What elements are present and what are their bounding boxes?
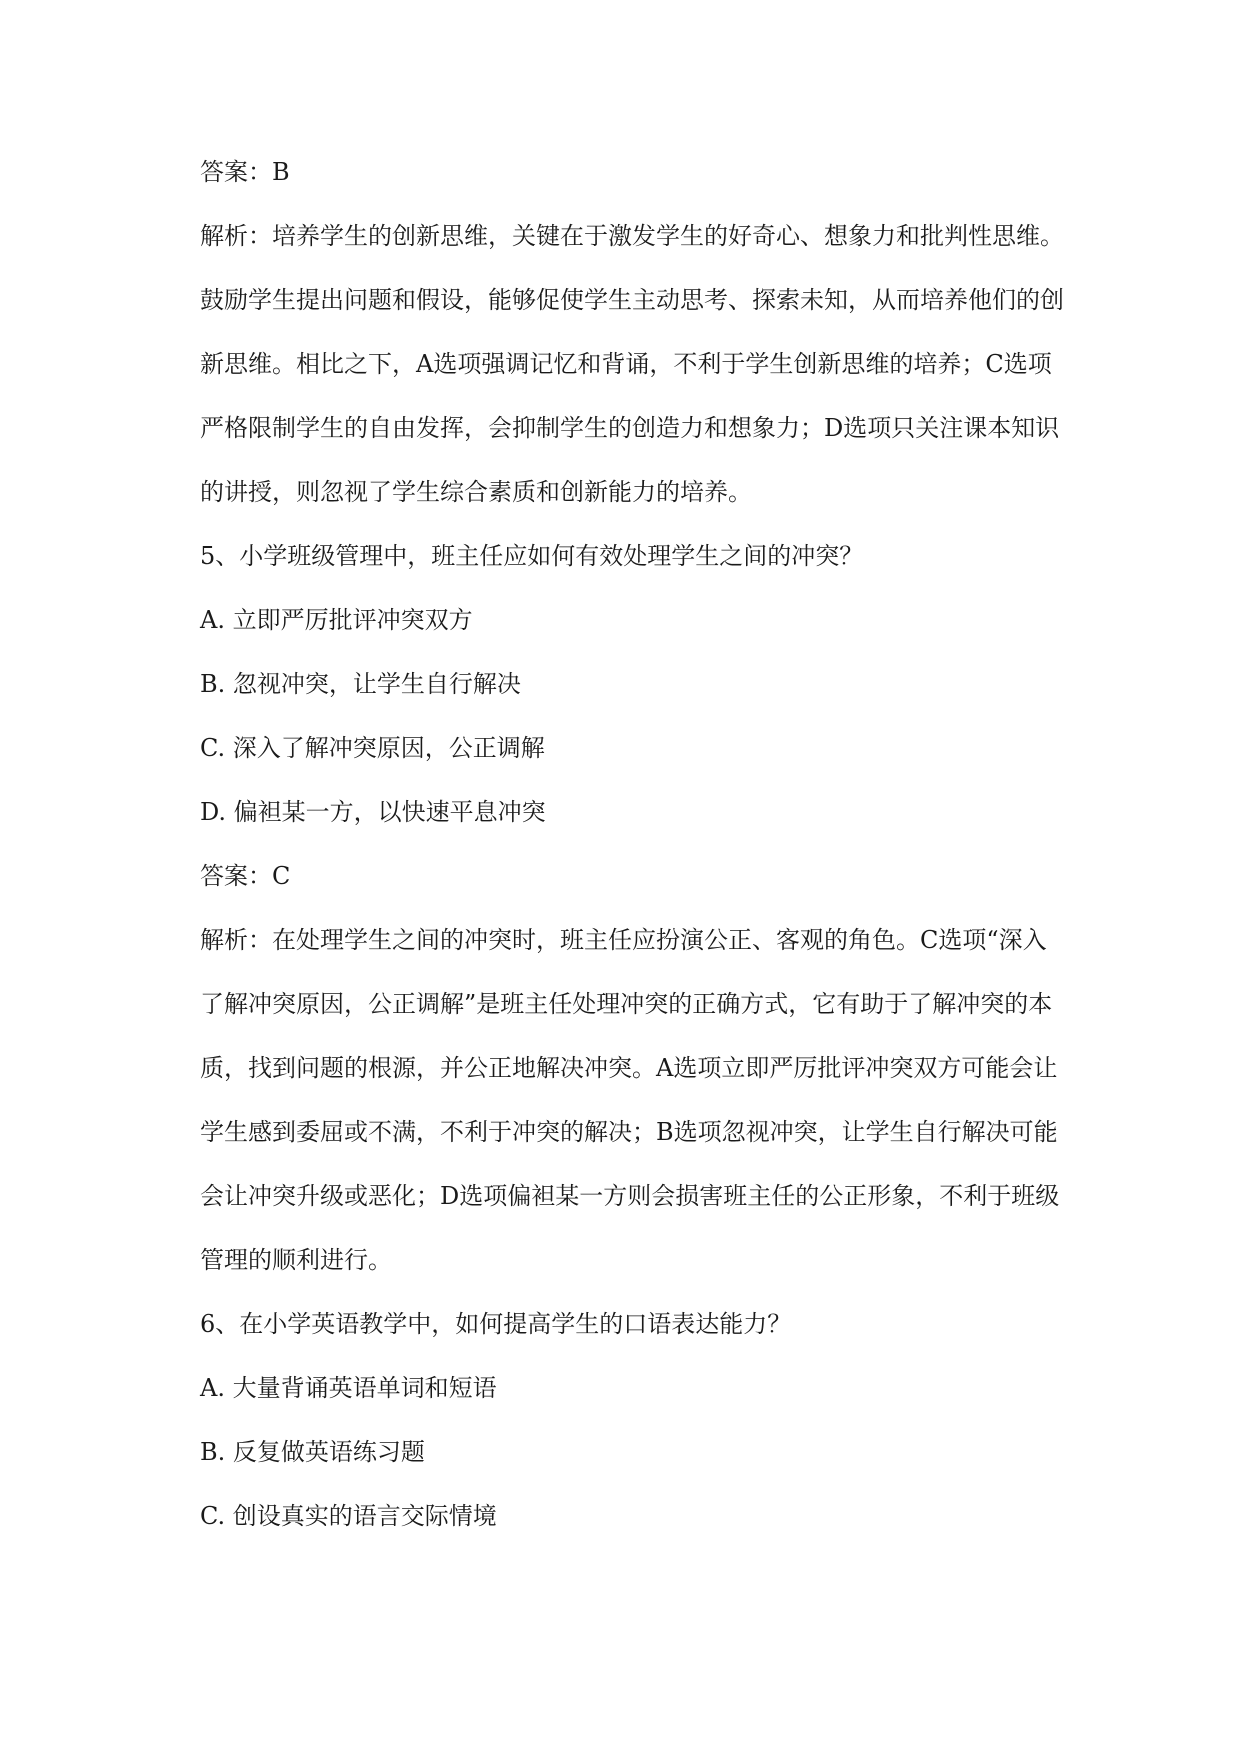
- analysis-line: 解析：培养学生的创新思维，关键在于激发学生的好奇心、想象力和批判性思维。: [200, 222, 1064, 250]
- question-text: 6、在小学英语教学中，如何提高学生的口语表达能力？: [200, 1310, 792, 1338]
- analysis-line: 鼓励学生提出问题和假设，能够促使学生主动思考、探索未知，从而培养他们的创: [200, 286, 1064, 314]
- analysis-line: 会让冲突升级或恶化；D选项偏袒某一方则会损害班主任的公正形象，不利于班级: [200, 1182, 1060, 1210]
- question-5: [200, 524, 1120, 1292]
- option-c: C. 创设真实的语言交际情境: [200, 1502, 497, 1530]
- option-b: B. 反复做英语练习题: [200, 1438, 425, 1466]
- analysis-line: 管理的顺利进行。: [200, 1246, 392, 1274]
- answer-line: 答案：B: [200, 158, 290, 186]
- analysis-line: 严格限制学生的自由发挥，会抑制学生的创造力和想象力；D选项只关注课本知识: [200, 414, 1060, 442]
- analysis-paragraph: [200, 908, 1120, 1292]
- option-c: C. 深入了解冲突原因，公正调解: [200, 734, 545, 762]
- analysis-line: 学生感到委屈或不满，不利于冲突的解决；B选项忽视冲突，让学生自行解决可能: [200, 1118, 1058, 1146]
- question-4-tail: [200, 140, 1120, 524]
- option-a: A. 立即严厉批评冲突双方: [200, 606, 473, 634]
- analysis-line: 新思维。相比之下，A选项强调记忆和背诵，不利于学生创新思维的培养；C选项: [200, 350, 1052, 378]
- analysis-line: 的讲授，则忽视了学生综合素质和创新能力的培养。: [200, 478, 752, 506]
- document-content: [200, 140, 1120, 1548]
- question-6: [200, 1292, 1120, 1548]
- analysis-paragraph: [200, 204, 1120, 524]
- analysis-line: 解析：在处理学生之间的冲突时，班主任应扮演公正、客观的角色。C选项“深入: [200, 926, 1047, 954]
- analysis-line: 质，找到问题的根源，并公正地解决冲突。A选项立即严厉批评冲突双方可能会让: [200, 1054, 1058, 1082]
- question-text: 5、小学班级管理中，班主任应如何有效处理学生之间的冲突？: [200, 542, 864, 570]
- answer-line: 答案：C: [200, 862, 291, 890]
- option-a: A. 大量背诵英语单词和短语: [200, 1374, 497, 1402]
- option-d: D. 偏袒某一方，以快速平息冲突: [200, 798, 546, 826]
- analysis-line: 了解冲突原因，公正调解”是班主任处理冲突的正确方式，它有助于了解冲突的本: [200, 990, 1053, 1018]
- option-b: B. 忽视冲突，让学生自行解决: [200, 670, 521, 698]
